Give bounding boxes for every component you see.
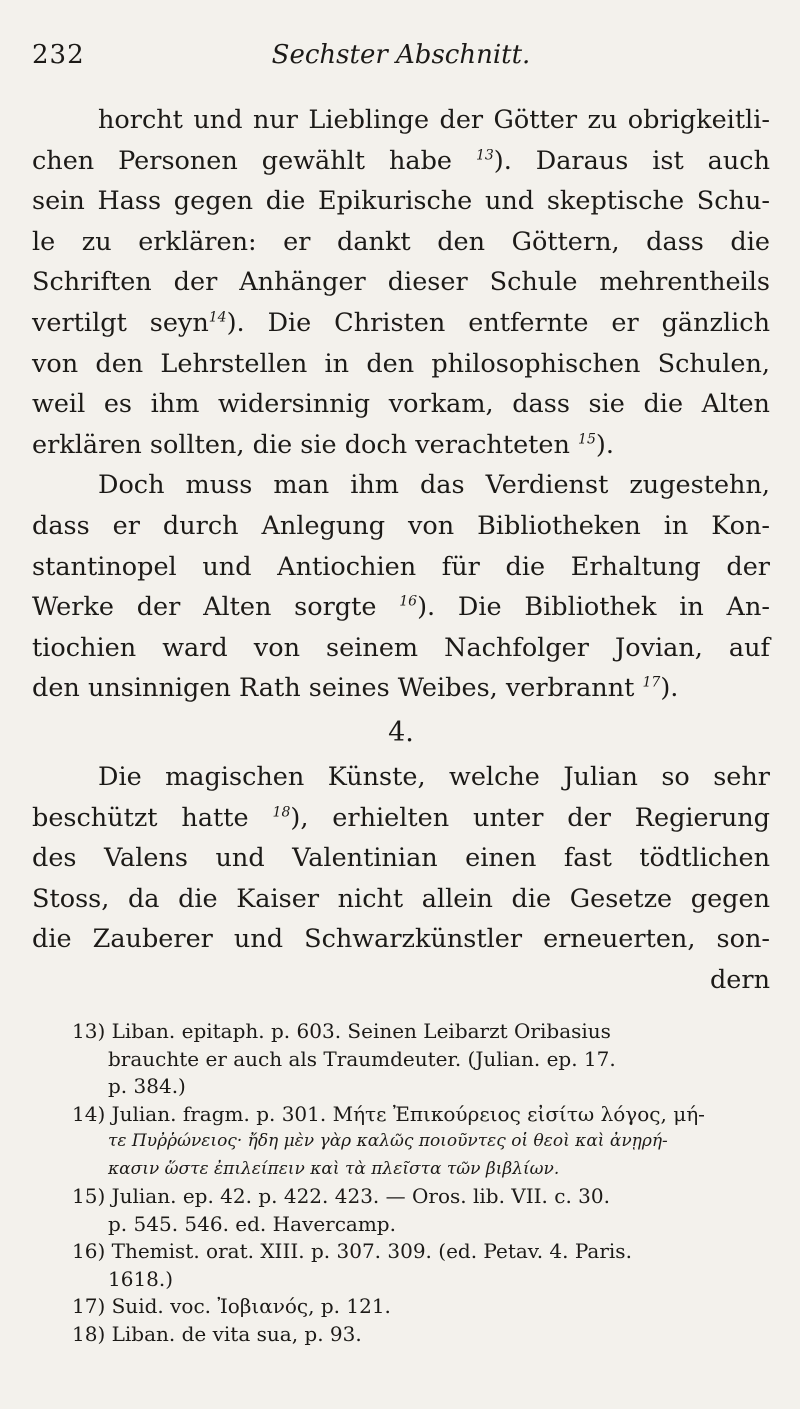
text-line: den unsinnigen Rath seines Weibes, verbrannt $^{17}$). — [32, 673, 679, 704]
footnote-line: 18) Liban. de vita sua, p. 93. — [72, 1321, 362, 1346]
footnote-marker: 18 — [272, 804, 291, 820]
footnote-marker: 13 — [475, 147, 494, 164]
footnote — [72, 1183, 770, 1238]
catchword: dern — [709, 964, 770, 995]
footnote-line: p. 545. 546. ed. Havercamp. — [108, 1211, 396, 1236]
text-line: beschützt hatte $^{18}$), erhielten unter der Regierung — [32, 802, 770, 833]
text-line: tiochien ward von seinem Nachfolger Jovian, auf — [32, 632, 770, 663]
footnote-line: 14) Julian. fragm. p. 301. Μήτε Ἐπικούρειος εἰσίτω λόγος, μή- — [72, 1101, 705, 1126]
footnote — [72, 1238, 770, 1293]
footnote-line: 16) Themist. orat. XIII. p. 307. 309. (ed. Petav. 4. Paris. — [72, 1239, 632, 1263]
footnote-marker: 16 — [399, 593, 418, 610]
footnote-line: 1618.) — [108, 1266, 174, 1291]
text-line: le zu erklären: er dankt den Göttern, dass die — [32, 226, 770, 257]
text-line: vertilgt seyn$^{14}$). Die Christen entfernte er gänzlich — [32, 307, 770, 338]
text-line: Doch muss man ihm das Verdienst zugestehn, — [98, 470, 770, 501]
footnote — [72, 1321, 770, 1349]
footnote — [72, 1101, 770, 1184]
text-line: weil es ihm widersinnig vorkam, dass sie die Alten — [32, 389, 770, 420]
section-number: 4. — [388, 716, 414, 748]
text-line: von den Lehrstellen in den philosophischen Schulen, — [32, 348, 770, 379]
text-line: stantinopel und Antiochien für die Erhaltung der — [32, 551, 770, 582]
footnote-marker: 17 — [642, 674, 661, 691]
text-line: dass er durch Anlegung von Bibliotheken in Kon- — [32, 510, 770, 541]
main-text — [32, 100, 770, 1000]
footnote-line: brauchte er auch als Traumdeuter. (Julian. ep. 17. — [108, 1046, 616, 1071]
page-number: 232 — [32, 40, 85, 70]
footnote-line: κασιν ὥστε ἐπιλείπειν καὶ τὰ πλεῖστα τῶν βιβλίων. — [108, 1158, 560, 1179]
footnote-line: p. 384.) — [108, 1074, 186, 1098]
paragraph — [32, 465, 770, 709]
footnote-marker: 14 — [208, 309, 227, 326]
footnote-line: 17) Suid. voc. Ἰοβιανός, p. 121. — [72, 1294, 391, 1318]
text-line: Stoss, da die Kaiser nicht allein die Gesetze gegen — [32, 883, 770, 914]
text-line: Die magischen Künste, welche Julian so sehr — [98, 761, 770, 792]
text-line: des Valens und Valentinian einen fast tödtlichen — [32, 843, 770, 874]
text-line: Schriften der Anhänger dieser Schule mehrentheils — [32, 267, 770, 298]
text-line: sein Hass gegen die Epikurische und skeptische Schu- — [32, 186, 770, 217]
footnote-line: 13) Liban. epitaph. p. 603. Seinen Leibarzt Oribasius — [72, 1019, 611, 1043]
text-line: horcht und nur Lieblinge der Götter zu obrigkeitli- — [98, 105, 770, 135]
footnote-line: 15) Julian. ep. 42. p. 422. 423. — Oros. lib. VII. c. 30. — [72, 1184, 610, 1208]
paragraph — [32, 757, 770, 960]
text-line: chen Personen gewählt habe $^{13}$). Daraus ist auch — [32, 145, 770, 176]
footnotes — [72, 1018, 770, 1348]
text-line: erklären sollten, die sie doch verachteten $^{15}$). — [32, 429, 614, 460]
page-header — [32, 40, 770, 80]
paragraph — [32, 100, 770, 465]
footnote-line: τε Πυῤῥώνειος· ἤδη μὲν γὰρ καλῶς ποιοῦντες οἱ θεοὶ καὶ ἀνῃρή- — [108, 1131, 668, 1151]
footnote-marker: 15 — [578, 431, 596, 448]
text-line: die Zauberer und Schwarzkünstler erneuerten, son- — [32, 924, 770, 955]
text-line: Werke der Alten sorgte $^{16}$). Die Bibliothek in An- — [32, 592, 770, 623]
footnote — [72, 1018, 770, 1101]
footnote — [72, 1293, 770, 1321]
running-head: Sechster Abschnitt. — [271, 40, 531, 70]
